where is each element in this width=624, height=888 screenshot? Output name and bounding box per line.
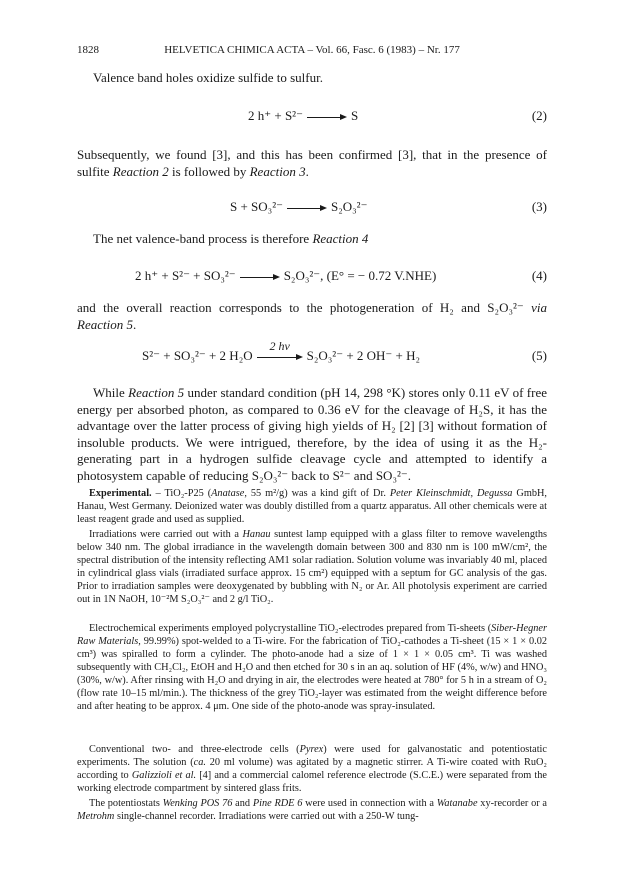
page-number: 1828 [77,44,99,56]
equation-2 [77,108,547,128]
paragraph-net-process: The net valence-band process is therefore Reaction 4 [93,231,369,246]
paragraph-energy-storage: While Reaction 5 under standard condition (pH 14, 298 °K) stores only 0.11 eV of free energy per absorbed photon, as compared to 0.36 eV for the cleavage of H₂S, it has the advantage over the latter process of giving high yields of H₂ [2] [3] without formation of insoluble products. We were intrigued, therefore, by the idea of using it as the H₂-generating part in a hydrogen sulfide cleavage cycle and attempted to identify a photosystem capable of reducing S₂O₃²⁻ back to S²⁻ and SO₃²⁻. [77,385,547,483]
paragraph-valence-holes: Valence band holes oxidize sulfide to sulfur. [93,70,323,85]
equation-4-rhs: S₂O₃²⁻, (E° = − 0.72 V.NHE) [283,268,437,283]
equation-5-rhs: S₂O₃²⁻ + 2 OH⁻ + H₂ [306,348,421,363]
experimental-instruments: The potentiostats Wenking POS 76 and Pine RDE 6 were used in connection with a Watanabe xy-recorder or a Metrohm single-channel recorder. Irradiations were carried out with a 250-W tung- [77,798,548,822]
ref-reaction-2: Reaction 2 [112,163,169,179]
equation-3-lhs: S + SO₃²⁻ [230,199,283,214]
equation-4-lhs: 2 h⁺ + S²⁻ + SO₃²⁻ [135,268,236,283]
ref-reaction-5: Reaction 5 [128,385,185,400]
equation-3-rhs: S₂O₃²⁻ [330,199,368,214]
journal-title: HELVETICA CHIMICA ACTA – Vol. 66, Fasc. 6 (1983) – Nr. 177 [164,44,460,56]
equation-2-rhs: S [350,108,359,123]
reaction-arrow-icon [287,204,327,212]
photo-reaction-arrow-icon [257,339,303,361]
experimental-electrodes: Electrochemical experiments employed polycrystalline TiO₂-electrodes prepared from Ti-sheets (Siber-Hegner Raw Materials, 99.99%) spot-welded to a Ti-wire. For the fabrication of TiO₂-cathodes a Ti-sheet (15 × 1 × 0.02 cm³) was spiralled to form a cylinder. The photo-anode had a size of 1 × 1 × 0.05 cm³. Ti was washed subsequently with CH₂Cl₂, EtOH and H₂O and then etched for 30 s in an aq. solution of HF (4%, w/w) and HNO₃ (30%, w/w). After rinsing with H₂O and drying in air, the electrodes were heated at 780° for 5 h in a stream of O₂ (flow rate 10–15 ml/min.). The thickness of the grey TiO₂-layer was estimated from the weight difference before and after heating to be approx. 4 μm. One side of the photo-anode was spray-insulated. [77,623,547,712]
equation-3 [77,199,547,219]
equation-4-number: (4) [531,268,547,283]
ref-reaction-5: Reaction 5 [77,316,133,332]
section-heading-experimental: Experimental. [89,488,152,499]
reaction-arrow-icon [307,113,347,121]
paragraph-overall-reaction: and the overall reaction corresponds to the photogeneration of H₂ and S₂O₃²⁻ via Reaction 5. [77,300,547,332]
equation-2-number: (2) [531,108,547,123]
reaction-arrow-icon [240,273,280,281]
equation-2-lhs: 2 h⁺ + S²⁻ [248,108,303,123]
equation-3-number: (3) [531,199,547,214]
ref-reaction-4: Reaction 4 [312,231,369,246]
paragraph-sulfite: Subsequently, we found [3], and this has been confirmed [3], that in the presence of sulfite Reaction 2 is followed by Reaction 3. [77,147,547,179]
experimental-cells: Conventional two- and three-electrode cells (Pyrex) were used for galvanostatic and potentiostatic experiments. The solution (ca. 20 ml volume) was agitated by a magnetic stirrer. A Ti-wire coated with RuO₂ according to Galizzioli et al. [4] and a commercial calomel reference electrode (S.C.E.) were separated from the working electrode compartment by sintered glass frits. [77,744,547,794]
equation-5-number: (5) [531,348,547,363]
equation-5-arrow-label: 2 hν [269,339,290,354]
ref-reaction-3: Reaction 3 [249,163,306,179]
experimental-irradiation: Irradiations were carried out with a Hanau suntest lamp equipped with a glass filter to remove wavelengths below 340 nm. The global irradiance in the wavelength domain between 300 and 830 nm is 100 mW/cm², the spectral distribution of the intensity reflecting AM1 solar radiation. Solution volume was invariably 40 ml, placed in cylindrical glass vials (irradiated surface approx. 15 cm²) equipped with a septum for GC analysis of the gas. Prior to irradiation samples were deoxygenated by bubbling with N₂ or Ar. All photolysis experiment are carried out in 1N NaOH, 10⁻²M S₂O₃²⁻ and 2 g/l TiO₂. [77,529,547,605]
experimental-materials: Experimental. – TiO₂-P25 (Anatase, 55 m²/g) was a kind gift of Dr. Peter Kleinschmidt, Degussa GmbH, Hanau, West Germany. Deionized water was doubly distilled from a quartz apparatus. All other chemicals were at least reagent grade and used as supplied. [77,488,548,525]
equation-5 [77,339,547,368]
equation-5-lhs: S²⁻ + SO₃²⁻ + 2 H₂O [142,348,253,363]
equation-4 [77,268,547,288]
